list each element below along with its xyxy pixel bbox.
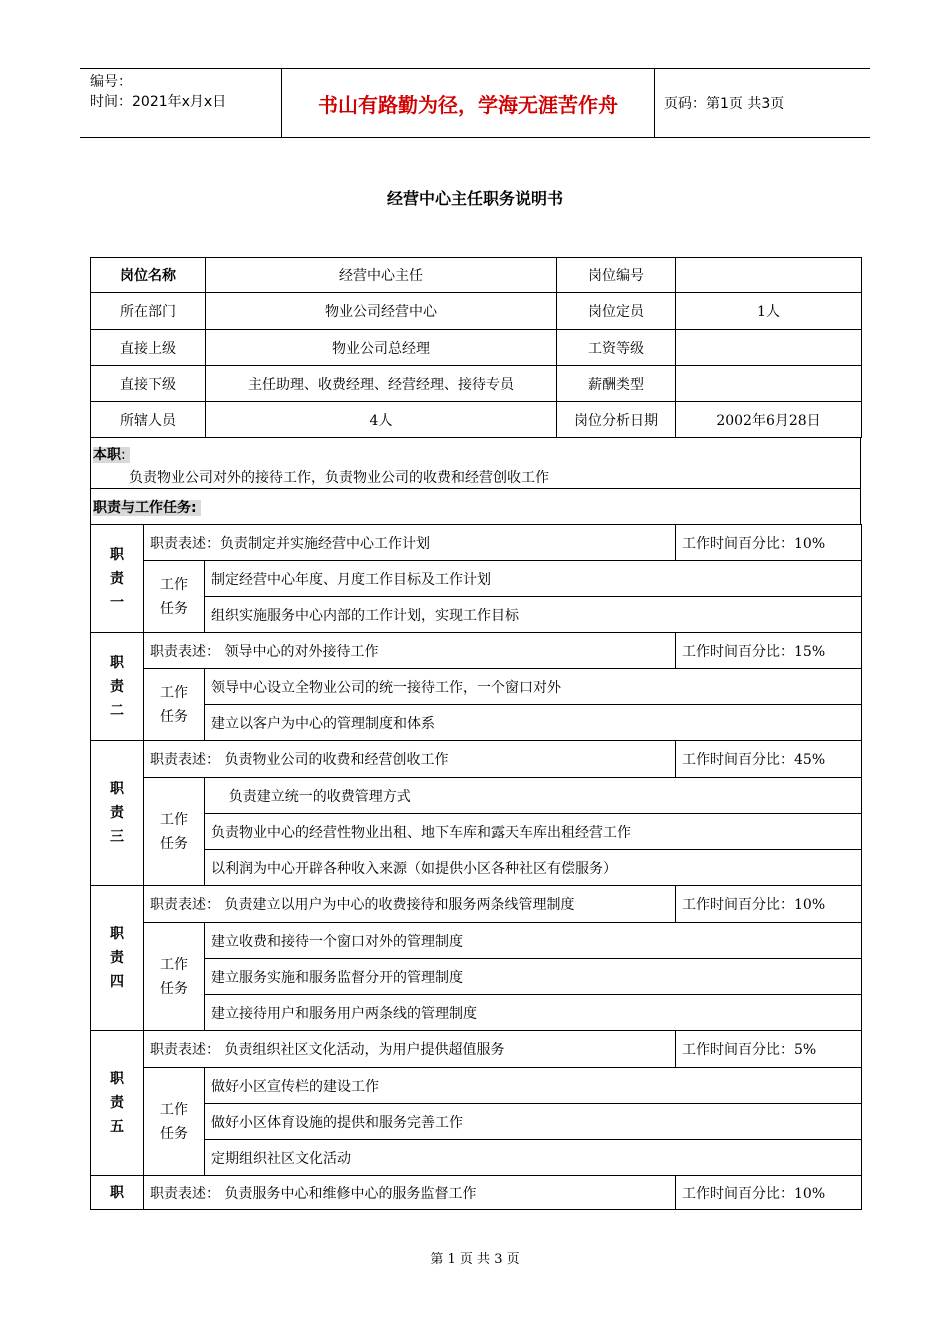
duty-task-row	[91, 597, 862, 633]
info-row	[91, 402, 862, 438]
duties-table	[90, 524, 862, 1210]
info-value	[676, 330, 862, 366]
duty-time-percent: 工作时间百分比：45%	[676, 741, 862, 778]
info-value: 2002年6月28日	[676, 402, 862, 438]
duty-time-percent: 工作时间百分比：5%	[676, 1031, 862, 1068]
duty-statement: 职责表述： 领导中心的对外接待工作	[144, 633, 676, 669]
info-label: 直接上级	[91, 330, 206, 366]
task-label: 工作 任务	[144, 778, 205, 886]
duties-heading-cell	[91, 489, 861, 525]
duty-label: 职 责 四	[91, 886, 144, 1031]
info-label: 薪酬类型	[557, 366, 676, 402]
duty-statement: 职责表述： 负责组织社区文化活动，为用户提供超值服务	[144, 1031, 676, 1068]
duty-task: 以利润为中心开辟各种收入来源（如提供小区各种社区有偿服务）	[205, 850, 862, 886]
duty-statement-row	[91, 633, 862, 669]
duty-task-row	[91, 705, 862, 741]
duty-task-row	[91, 995, 862, 1031]
info-label: 岗位编号	[557, 258, 676, 293]
core-duty-section	[90, 437, 861, 489]
duty-statement-row	[91, 1031, 862, 1068]
info-label: 所在部门	[91, 293, 206, 330]
duties-heading-section	[90, 488, 861, 525]
page-footer: 第 1 页 共 3 页	[430, 1252, 520, 1267]
duty-task: 定期组织社区文化活动	[205, 1140, 862, 1176]
info-label: 岗位分析日期	[557, 402, 676, 438]
duty-task: 制定经营中心年度、月度工作目标及工作计划	[205, 561, 862, 597]
document-title: 经营中心主任职务说明书	[386, 189, 563, 208]
info-row	[91, 293, 862, 330]
info-row	[91, 366, 862, 402]
header-page-info: 页码：第1页 共3页	[664, 96, 785, 112]
core-duty-cell	[91, 438, 861, 489]
info-label: 岗位名称	[91, 258, 206, 293]
duty-task: 组织实施服务中心内部的工作计划，实现工作目标	[205, 597, 862, 633]
doc-number-label: 编号：	[90, 74, 132, 90]
info-value: 主任助理、收费经理、经营经理、接待专员	[206, 366, 557, 402]
core-duty-text: 负责物业公司对外的接待工作，负责物业公司的收费和经营创收工作	[129, 470, 549, 486]
duty-task: 建立以客户为中心的管理制度和体系	[205, 705, 862, 741]
duty-task: 领导中心设立全物业公司的统一接待工作，一个窗口对外	[205, 669, 862, 705]
info-label: 岗位定员	[557, 293, 676, 330]
duty-statement-row	[91, 741, 862, 778]
header-motto: 书山有路勤为径，学海无涯苦作舟	[282, 69, 655, 137]
duty-task-row	[91, 814, 862, 850]
duty-task-row	[91, 1140, 862, 1176]
info-value: 物业公司经营中心	[206, 293, 557, 330]
duties-heading: 职责与工作任务:	[93, 500, 201, 516]
duty-task-row	[91, 959, 862, 995]
duty-statement: 职责表述： 负责服务中心和维修中心的服务监督工作	[144, 1176, 676, 1210]
duty-label: 职 责 一	[91, 525, 144, 633]
position-info-table	[90, 257, 862, 438]
duty-task-row	[91, 778, 862, 814]
duty-task: 建立接待用户和服务用户两条线的管理制度	[205, 995, 862, 1031]
duty-time-percent: 工作时间百分比：10%	[676, 525, 862, 561]
header-meta	[80, 69, 282, 137]
task-label: 工作 任务	[144, 1068, 205, 1176]
duty-task-row	[91, 1104, 862, 1140]
duty-task: 建立收费和接待一个窗口对外的管理制度	[205, 923, 862, 959]
duty-statement: 职责表述： 负责建立以用户为中心的收费接待和服务两条线管理制度	[144, 886, 676, 923]
duty-time-percent: 工作时间百分比：15%	[676, 633, 862, 669]
duty-statement-row	[91, 886, 862, 923]
duty-task-row	[91, 669, 862, 705]
info-value	[676, 258, 862, 293]
doc-date-label: 时间：2021年x月x日	[90, 94, 227, 110]
duty-task: 负责物业中心的经营性物业出租、地下车库和露天车库出租经营工作	[205, 814, 862, 850]
info-value: 4人	[206, 402, 557, 438]
task-label: 工作 任务	[144, 561, 205, 633]
duty-label: 职	[91, 1176, 144, 1210]
duty-statement-row	[91, 525, 862, 561]
duty-label: 职 责 二	[91, 633, 144, 741]
duty-statement-row	[91, 1176, 862, 1210]
duty-task: 做好小区宣传栏的建设工作	[205, 1068, 862, 1104]
duty-label: 职 责 三	[91, 741, 144, 886]
info-label: 所辖人员	[91, 402, 206, 438]
task-label: 工作 任务	[144, 669, 205, 741]
info-value	[676, 366, 862, 402]
duty-task: 负责建立统一的收费管理方式	[205, 778, 862, 814]
core-duty-heading: 本职:	[93, 447, 130, 463]
info-value: 经营中心主任	[206, 258, 557, 293]
duty-task-row	[91, 923, 862, 959]
duty-task-row	[91, 850, 862, 886]
duty-time-percent: 工作时间百分比：10%	[676, 1176, 862, 1210]
duty-statement: 职责表述： 负责物业公司的收费和经营创收工作	[144, 741, 676, 778]
duty-time-percent: 工作时间百分比：10%	[676, 886, 862, 923]
info-row	[91, 258, 862, 293]
info-label: 工资等级	[557, 330, 676, 366]
duty-label: 职 责 五	[91, 1031, 144, 1176]
duty-task: 建立服务实施和服务监督分开的管理制度	[205, 959, 862, 995]
task-label: 工作 任务	[144, 923, 205, 1031]
info-value: 物业公司总经理	[206, 330, 557, 366]
info-label: 直接下级	[91, 366, 206, 402]
duty-task-row	[91, 1068, 862, 1104]
duty-task-row	[91, 561, 862, 597]
page-header	[80, 68, 870, 138]
info-value: 1人	[676, 293, 862, 330]
duty-statement: 职责表述：负责制定并实施经营中心工作计划	[144, 525, 676, 561]
duty-task: 做好小区体育设施的提供和服务完善工作	[205, 1104, 862, 1140]
info-row	[91, 330, 862, 366]
